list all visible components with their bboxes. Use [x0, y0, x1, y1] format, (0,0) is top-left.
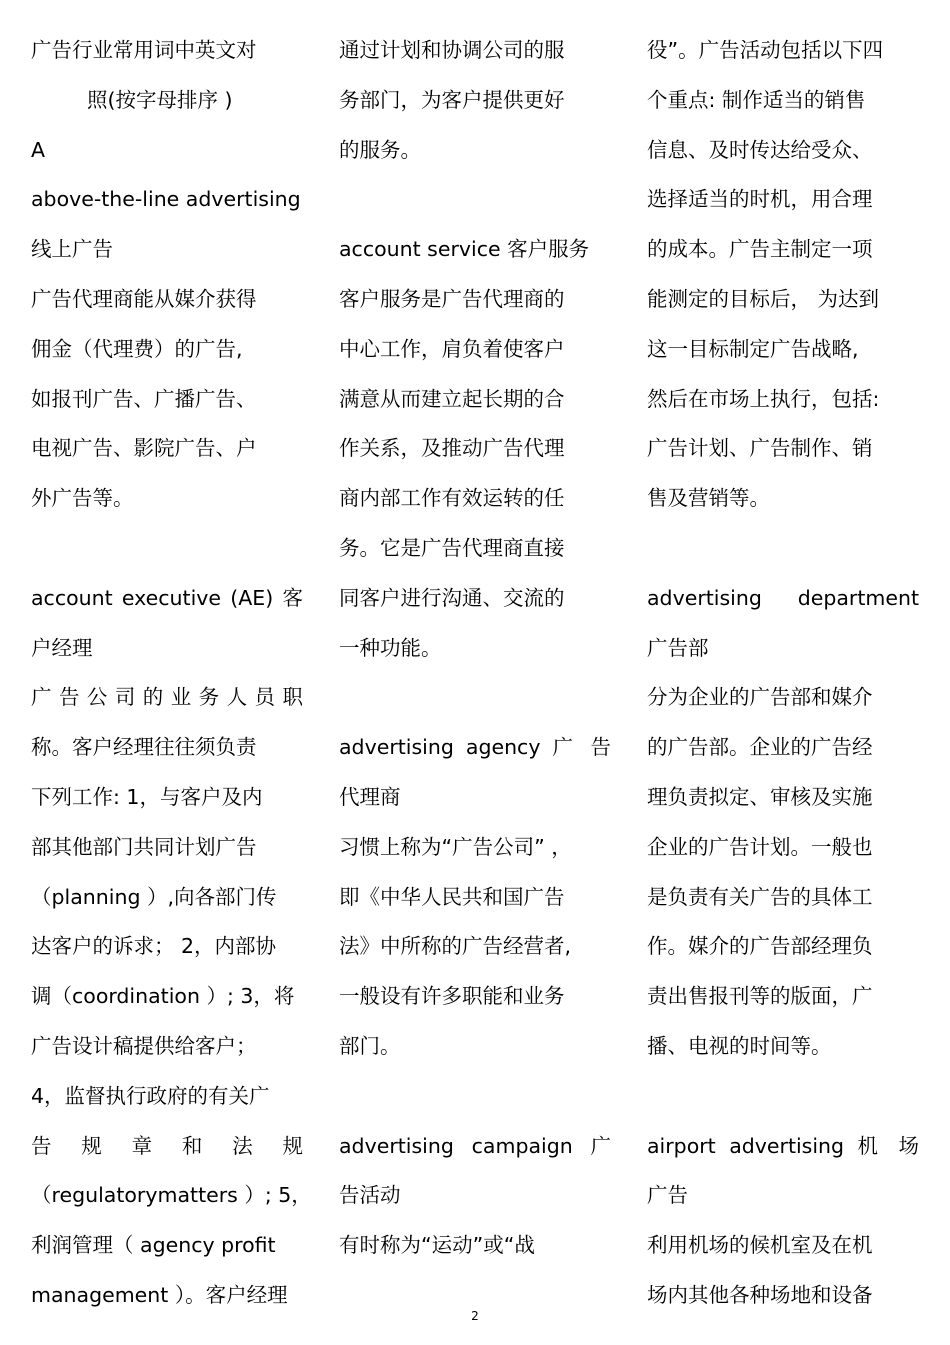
term-translation: 广告	[647, 1183, 688, 1208]
text-line: 信息、及时传达给受众、	[647, 137, 873, 162]
text-line: 有时称为“运动”或“战	[339, 1233, 535, 1258]
text-line: 广告设计稿提供给客户；	[31, 1033, 257, 1058]
text-line: 务部门，为客户提供更好	[339, 87, 565, 112]
text-line: 务。它是广告代理商直接	[339, 535, 565, 560]
blank-line	[339, 175, 611, 225]
text-line: 理负责拟定、审核及实施	[647, 784, 873, 809]
term-heading: account service 客户服务	[339, 237, 590, 262]
text-line: 告 规 章 和 法 规	[31, 1133, 303, 1158]
term-heading: account executive (AE) 客	[31, 585, 303, 610]
section-letter: A	[31, 137, 46, 162]
text-line: 场内其他各种场地和设备	[647, 1282, 873, 1307]
text-line: 作。媒介的广告部经理负	[647, 934, 873, 959]
column-1	[31, 26, 312, 1321]
term-heading: advertising department	[647, 585, 919, 610]
text-line: 播、电视的时间等。	[647, 1033, 832, 1058]
text-line: 即《中华人民共和国广告	[339, 884, 565, 909]
text-line: 售及营销等。	[647, 486, 770, 511]
text-line: 部门。	[339, 1033, 401, 1058]
text-line: 调（coordination ）; 3，将	[31, 984, 295, 1009]
text-line: 下列工作: 1，与客户及内	[31, 784, 263, 809]
blank-line	[647, 524, 919, 574]
text-line: 中心工作，肩负着使客户	[339, 336, 565, 361]
text-line: 的成本。广告主制定一项	[647, 237, 873, 262]
blank-line	[339, 673, 611, 723]
text-line: 广告行业常用词中英文对	[31, 38, 257, 62]
text-line: 利润管理（ agency profit	[31, 1233, 276, 1258]
text-line: 利用机场的候机室及在机	[647, 1233, 873, 1258]
text-line: 然后在市场上执行，包括:	[647, 386, 880, 411]
text-line: 达客户的诉求； 2，内部协	[31, 934, 277, 959]
text-line: 4，监督执行政府的有关广	[31, 1083, 270, 1108]
text-line: 是负责有关广告的具体工	[647, 884, 873, 909]
text-line: （planning ）,向各部门传	[31, 884, 277, 909]
text-line: 个重点: 制作适当的销售	[647, 87, 866, 112]
text-line: 同客户进行沟通、交流的	[339, 585, 565, 610]
term-translation: 代理商	[339, 784, 401, 809]
text-line: 的服务。	[339, 137, 421, 162]
column-3	[647, 26, 919, 1321]
text-line: 广 告 公 司 的 业 务 人 员 职	[31, 685, 303, 710]
term-heading: advertising agency 广 告	[339, 735, 611, 760]
text-line: （regulatorymatters ）; 5，	[31, 1183, 312, 1208]
text-line: 外广告等。	[31, 486, 134, 511]
text-line: 能测定的目标后， 为达到	[647, 286, 880, 311]
term-translation: 线上广告	[31, 237, 113, 262]
text-line: 满意从而建立起长期的合	[339, 386, 565, 411]
text-line: 商内部工作有效运转的任	[339, 486, 565, 511]
term-translation: 广告部	[647, 635, 709, 660]
text-line: 这一目标制定广告战略,	[647, 336, 859, 361]
blank-line	[647, 1072, 919, 1122]
text-line: 广告代理商能从媒介获得	[31, 286, 257, 311]
text-line: 客户服务是广告代理商的	[339, 286, 565, 311]
text-line: 如报刊广告、广播广告、	[31, 386, 257, 411]
blank-line	[31, 524, 303, 574]
term-heading: advertising campaign 广	[339, 1133, 611, 1158]
text-line: 广告计划、广告制作、销	[647, 436, 873, 461]
text-line: 作关系，及推动广告代理	[339, 436, 565, 461]
text-line: 照(按字母排序 )	[87, 87, 233, 112]
text-line: 电视广告、影院广告、户	[31, 436, 257, 461]
text-line: 企业的广告计划。一般也	[647, 834, 873, 859]
term-heading: above-the-line advertising	[31, 187, 301, 212]
text-line: 习惯上称为“广告公司” ，	[339, 834, 572, 859]
term-translation: 告活动	[339, 1183, 401, 1208]
text-line: management ）。客户经理	[31, 1282, 288, 1307]
column-2	[339, 26, 611, 1271]
text-line: 称。客户经理往往须负责	[31, 735, 257, 760]
text-line: 部其他部门共同计划广告	[31, 834, 257, 859]
term-translation: 户经理	[31, 635, 93, 660]
text-line: 分为企业的广告部和媒介	[647, 685, 873, 710]
text-line: 一种功能。	[339, 635, 442, 660]
text-line: 法》中所称的广告经营者,	[339, 934, 572, 959]
text-line: 通过计划和协调公司的服	[339, 38, 565, 62]
text-line: 役”。广告活动包括以下四	[647, 38, 884, 62]
text-line: 佣金（代理费）的广告,	[31, 336, 243, 361]
text-line: 的广告部。企业的广告经	[647, 735, 873, 760]
page-number: 2	[471, 1309, 479, 1323]
text-line: 选择适当的时机，用合理	[647, 187, 873, 212]
text-line: 一般设有许多职能和业务	[339, 984, 565, 1009]
term-heading: airport advertising 机 场	[647, 1133, 919, 1158]
text-line: 责出售报刊等的版面，广	[647, 984, 873, 1009]
blank-line	[339, 1072, 611, 1122]
